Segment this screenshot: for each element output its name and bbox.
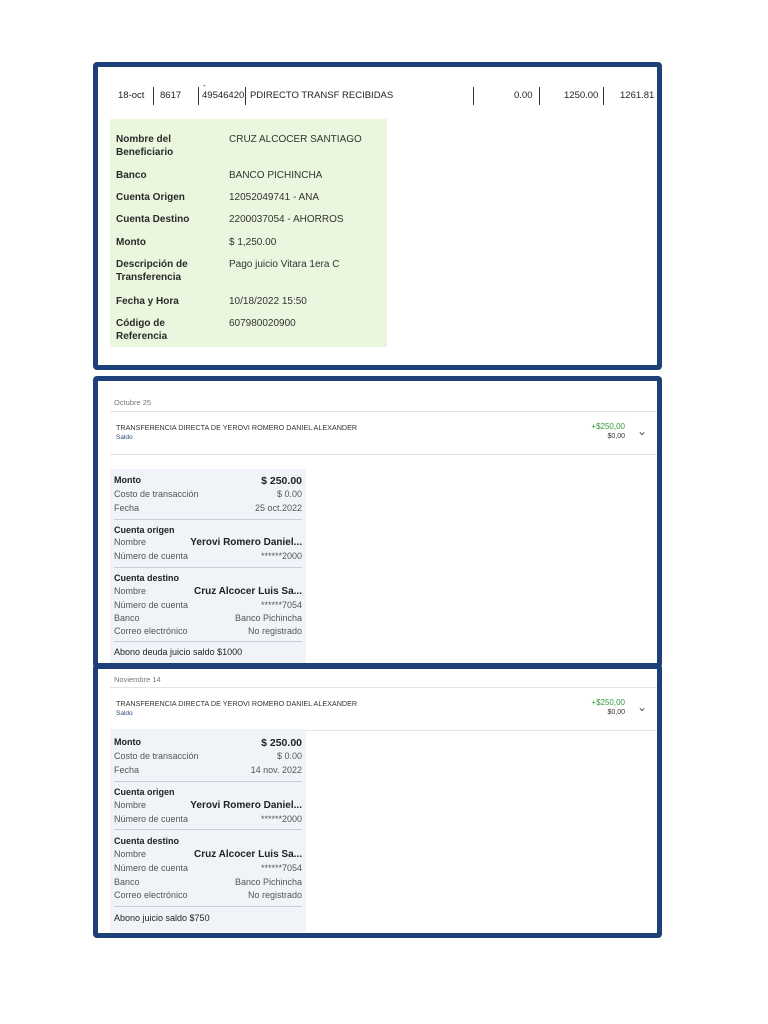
section-cuenta-origen: Cuenta origen (114, 787, 175, 797)
detail-row-costo: Costo de transacción $ 0.00 (114, 489, 302, 499)
field-label: Cuenta Origen (116, 192, 185, 203)
chevron-down-icon[interactable]: ⌄ (636, 424, 647, 438)
statement-date: 18-oct (118, 90, 145, 101)
chevron-down-icon[interactable]: ⌄ (636, 700, 647, 714)
detail-row-monto: Monto $ 250.00 (114, 737, 302, 749)
detail-row-origen-cuenta: Número de cuenta ******2000 (114, 551, 302, 561)
detail-row-destino-cuenta: Número de cuenta ******7054 (114, 863, 302, 873)
field-label: Código de Referencia (116, 318, 168, 342)
divider (114, 829, 302, 830)
statement-description: PDIRECTO TRANSF RECIBIDAS (250, 90, 394, 101)
field-value: BANCO PICHINCHA (229, 170, 323, 181)
field-value: 2200037054 - AHORROS (229, 214, 344, 225)
detail-row-origen-nombre: Nombre Yerovi Romero Daniel... (114, 537, 302, 548)
transaction-row[interactable] (110, 687, 657, 731)
field-value: $ 1,250.00 (229, 237, 277, 248)
field-value: Pago juicio Vitara 1era C (229, 259, 340, 270)
detail-row-origen-nombre: Nombre Yerovi Romero Daniel... (114, 800, 302, 811)
transfer-detail-card (110, 729, 306, 932)
detail-row-destino-nombre: Nombre Cruz Alcocer Luis Sa... (114, 586, 302, 597)
divider (114, 906, 302, 907)
divider (198, 87, 199, 105)
transfer-note: Abono deuda juicio saldo $1000 (114, 647, 243, 657)
divider (114, 641, 302, 642)
divider (539, 87, 540, 105)
divider (114, 781, 302, 782)
detail-row-banco: Banco Banco Pichincha (114, 877, 302, 887)
transaction-title: TRANSFERENCIA DIRECTA DE YEROVI ROMERO DANIEL ALEXANDER (116, 423, 358, 432)
field-label: Nombre del Beneficiario (116, 134, 174, 158)
detail-row-fecha: Fecha 14 nov. 2022 (114, 765, 302, 775)
statement-code: 8617 (160, 90, 182, 101)
transaction-title: TRANSFERENCIA DIRECTA DE YEROVI ROMERO DANIEL ALEXANDER (116, 699, 358, 708)
detail-row-fecha: Fecha 25 oct.2022 (114, 503, 302, 513)
detail-row-origen-cuenta: Número de cuenta ******2000 (114, 814, 302, 824)
field-label: Fecha y Hora (116, 296, 179, 307)
transfer-panel-october (93, 376, 662, 668)
transfer-note: Abono juicio saldo $750 (114, 913, 210, 923)
transaction-amount: +$250,00 (591, 698, 625, 707)
divider (245, 87, 246, 105)
section-cuenta-destino: Cuenta destino (114, 836, 180, 846)
transaction-balance: $0,00 (607, 709, 625, 716)
detail-row-correo: Correo electrónico No registrado (114, 626, 302, 636)
detail-row-destino-cuenta: Número de cuenta ******7054 (114, 600, 302, 610)
transaction-balance: $0,00 (607, 433, 625, 440)
date-header: Noviembre 14 (114, 675, 161, 684)
field-label: Monto (116, 237, 146, 248)
field-value: 10/18/2022 15:50 (229, 296, 307, 307)
statement-panel (93, 62, 662, 370)
transfer-detail-card (110, 469, 306, 664)
field-label: Banco (116, 170, 147, 181)
field-value: 12052049741 - ANA (229, 192, 320, 203)
divider (473, 87, 474, 105)
field-value: CRUZ ALCOCER SANTIAGO (229, 134, 362, 145)
detail-row-monto: Monto $ 250.00 (114, 475, 302, 487)
detail-row-correo: Correo electrónico No registrado (114, 890, 302, 900)
field-label: Descripción de Transferencia (116, 259, 188, 283)
section-cuenta-origen: Cuenta origen (114, 525, 175, 535)
field-value: 607980020900 (229, 318, 296, 329)
transaction-subtitle: Saldo (116, 710, 133, 717)
statement-ref: 49546420 (202, 90, 245, 101)
detail-row-destino-nombre: Nombre Cruz Alcocer Luis Sa... (114, 849, 302, 860)
divider (153, 87, 154, 105)
section-cuenta-destino: Cuenta destino (114, 573, 180, 583)
detail-row-banco: Banco Banco Pichincha (114, 613, 302, 623)
transaction-amount: +$250,00 (591, 422, 625, 431)
statement-debit: 0.00 (514, 90, 533, 101)
statement-row (98, 81, 657, 107)
field-label: Cuenta Destino (116, 214, 190, 225)
divider (114, 567, 302, 568)
transfer-panel-november (93, 664, 662, 938)
divider (114, 519, 302, 520)
statement-ref-mark: - (203, 81, 206, 90)
date-header: Octubre 25 (114, 398, 152, 407)
statement-credit: 1250.00 (564, 90, 599, 101)
detail-row-costo: Costo de transacción $ 0.00 (114, 751, 302, 761)
statement-balance: 1261.81 (620, 90, 655, 101)
divider (603, 87, 604, 105)
transaction-row[interactable] (110, 411, 657, 455)
beneficiary-card (110, 119, 387, 347)
transaction-subtitle: Saldo (116, 434, 133, 441)
